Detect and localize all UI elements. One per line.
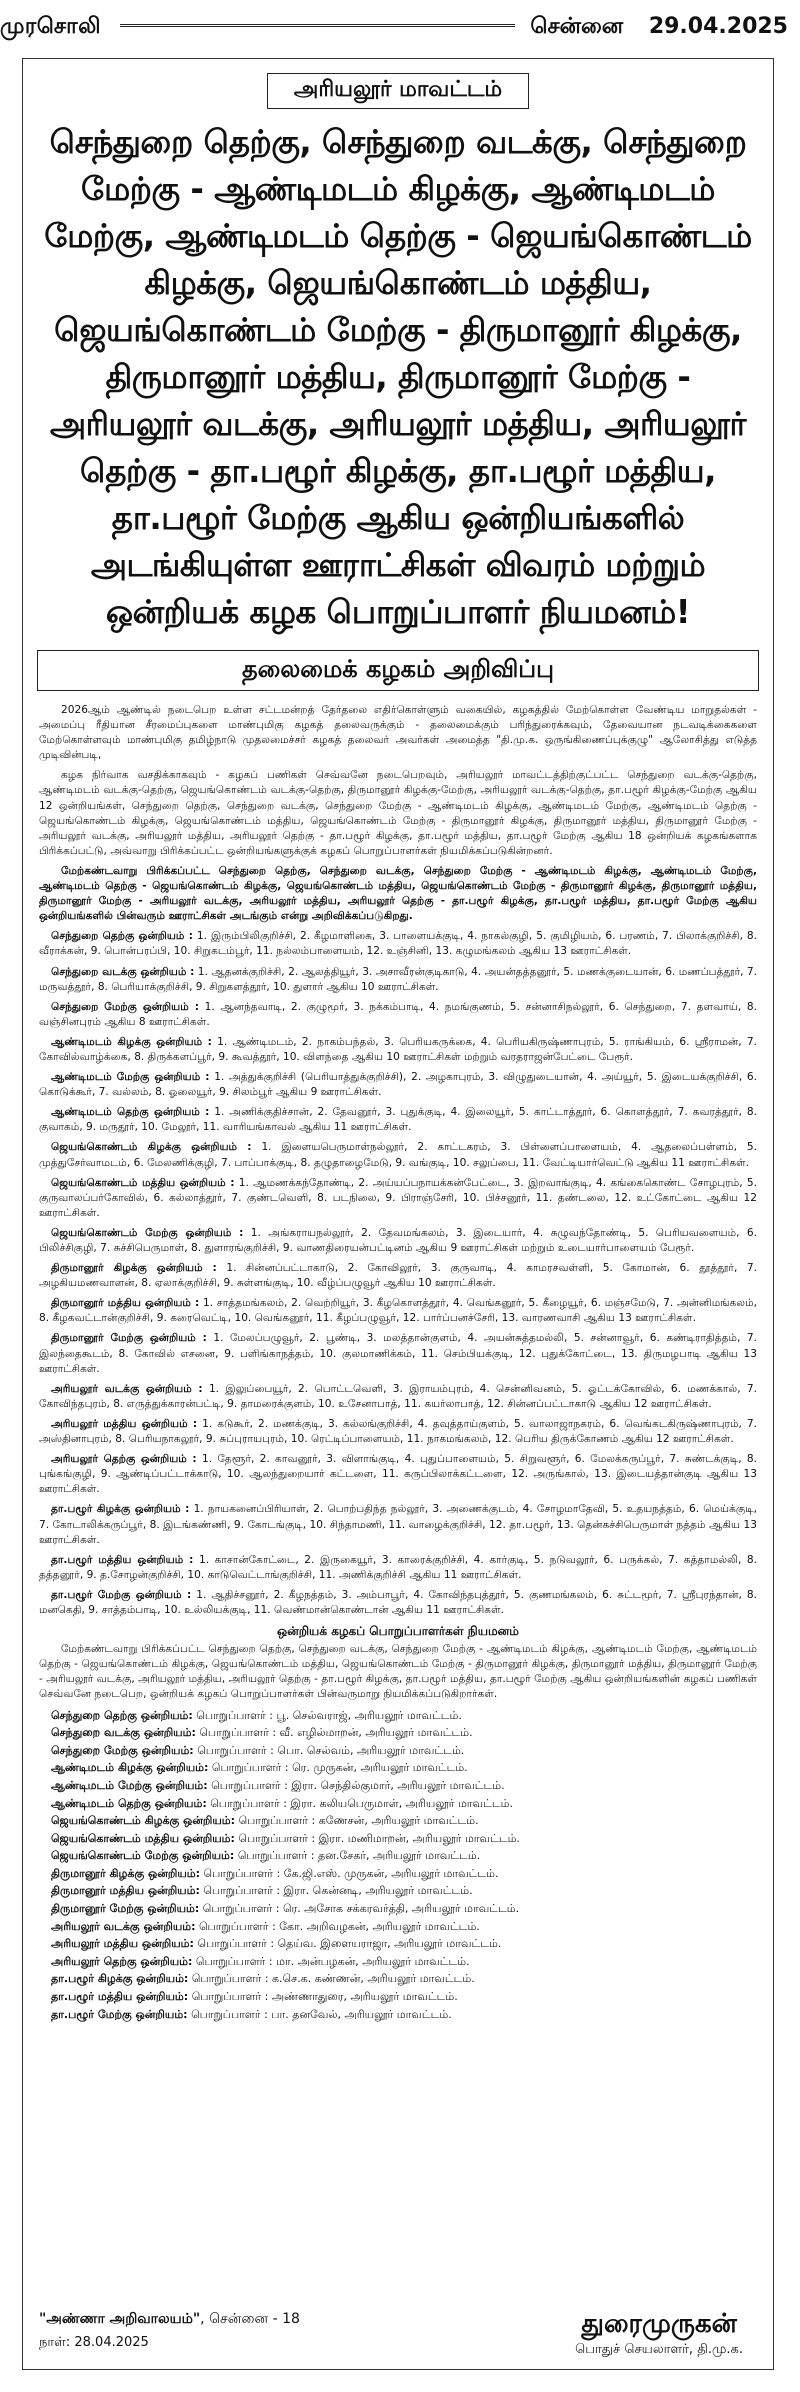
union-entry bbox=[39, 1070, 757, 1100]
masthead-dateline bbox=[512, 14, 788, 42]
appointment-union: அரியலூர் வடக்கு ஒன்றியம்: bbox=[51, 1919, 196, 1933]
appointment-union: திருமானூர் கிழக்கு ஒன்றியம்: bbox=[51, 1866, 201, 1880]
appointment-person: பொறுப்பாளர் : இரா. மணிமாறன், அரியலூர் மாவட்டம். bbox=[238, 1831, 520, 1845]
union-name: ஜெயங்கொண்டம் மேற்கு ஒன்றியம் : bbox=[51, 1226, 244, 1239]
appointment-person: பொறுப்பாளர் : தன.சேகர், அரியலூர் மாவட்டம். bbox=[237, 1849, 481, 1863]
appointment-union: தா.பழூர் மேற்கு ஒன்றியம்: bbox=[51, 2007, 188, 2021]
appointment-person: பொறுப்பாளர் : கே.ஜி.எஸ். முருகன், அரியலூர் மாவட்டம். bbox=[203, 1866, 499, 1880]
union-name: அரியலூர் தெற்கு ஒன்றியம் : bbox=[51, 1453, 197, 1466]
appointment-union: ஜெயங்கொண்டம் மேற்கு ஒன்றியம்: bbox=[51, 1849, 235, 1863]
appointment-union: ஜெயங்கொண்டம் மத்திய ஒன்றியம்: bbox=[51, 1831, 235, 1845]
union-panchayats: 1. ஆண்டிமடம், 2. நாகம்பந்தல், 3. பெரியகருக்கை, 4. பெரியகிருஷ்ணாபுரம், 5. ராங்கியம், 6. ஸ்ரீராமன், 7. கோவில்வாழ்க்கை, 8. திருக்களப்பூர், 9. கூவத்தூர், 10. விளந்தை ஆகிய 10 ஊராட்சிகள் மற்றும் வரதராஜன்பேட்டை பேரூர். bbox=[39, 1035, 758, 1063]
union-list bbox=[39, 929, 757, 1618]
union-panchayats: 1. கடுகூர், 2. மணக்குடி, 3. கல்லங்குறிச்சி, 4. தவுத்தாய்குளம், 5. வாலாஜாநகரம், 6. வெங்கடகிருஷ்ணாபுரம், 7. அஸ்தினாபுரம், 8. பெரியநாகலூர், 9. சுப்புராயபுரம், 10. ரெட்டிப்பாளையம், 11. நாகமங்கலம், 12. பெரிய திருக்கோணம் ஆகிய 12 ஊராட்சிகள். bbox=[39, 1417, 757, 1446]
union-panchayats: 1. இலுப்பையூர், 2. பொட்டவெளி, 3. இராயம்புரம், 4. சென்னிவனம், 5. ஓட்டக்கோவில், 6. மணக்கால், 7. கோவிந்தபுரம், 8. எருத்துக்காரன்பட்டி, 9. தாமரைக்குளம், 10. உசேனாபாத், 11. கயர்லாபாத், 12. சின்னப்பட்டாகாடு ஆகிய 12 ஊராட்சிகள். bbox=[39, 1382, 757, 1410]
appointment-person: பொறுப்பாளர் : க.செ.க. கண்ணன், அரியலூர் மாவட்டம். bbox=[191, 1972, 475, 1986]
announcement-body bbox=[39, 703, 757, 2022]
union-panchayats: 1. அத்துக்குறிச்சி (பெரியாத்துக்குறிச்சி), 2. அழகாபுரம், 3. விழுதுடையான், 4. அய்யூர், 5. இடையக்குறிச்சி, 6. கொடுக்கூர், 7. வல்லம், 8. ஓலையூர், 9. சிலம்பூர் ஆகிய 9 ஊராட்சிகள். bbox=[39, 1071, 758, 1099]
appointment-person: பொறுப்பாளர் : அண்ணாதுரை, அரியலூர் மாவட்டம். bbox=[191, 1990, 458, 2004]
union-entry bbox=[39, 1140, 757, 1170]
union-entry bbox=[39, 965, 757, 995]
union-panchayats: 1. இரும்பிலிகுறிச்சி, 2. கீழமாளிகை, 3. பாளையக்குடி, 4. நாகல்குழி, 5. குமிழியம், 6. பரணம், 7. பிலாக்குறிச்சி, 8. வீராக்கன், 9. பொன்பரப்பி, 10. சிறுகடம்பூர், 11. நல்லம்பாளையம், 12. உஞ்சினி, 13. கழுமங்கலம் ஆகிய 13 ஊராட்சிகள். bbox=[39, 930, 757, 958]
union-panchayats: 1. காசான்கோட்டை, 2. இருகையூர், 3. காரைக்குறிச்சி, 4. கார்குடி, 5. நடுவலூர், 6. பருக்கல், 7. கத்தாமல்லி, 8. தத்தனூர், 9. த.சோழன்குறிச்சி, 10. காடுவெட்டாங்குறிச்சி, 11. அணிக்குறிச்சி ஆகிய 11 ஊராட்சிகள். bbox=[39, 1553, 757, 1581]
appointment-person: பொறுப்பாளர் : பொ. செல்வம், அரியலூர் மாவட்டம். bbox=[197, 1743, 465, 1757]
appointment-union: செந்துறை மேற்கு ஒன்றியம்: bbox=[51, 1743, 194, 1757]
appointment-entry bbox=[39, 1760, 757, 1776]
appointment-entry bbox=[39, 1848, 757, 1864]
union-name: ஜெயங்கொண்டம் மத்திய ஒன்றியம் : bbox=[51, 1176, 235, 1189]
appointment-entry bbox=[39, 1796, 757, 1812]
appointment-section-title: ஒன்றியக் கழகப் பொறுப்பாளர்கள் நியமனம் bbox=[277, 1624, 519, 1639]
appointment-entry bbox=[39, 2007, 757, 2023]
union-name: ஆண்டிமடம் தெற்கு ஒன்றியம் : bbox=[51, 1106, 210, 1119]
union-panchayats: 1. ஆனந்தவாடி, 2. குழுமூர், 3. நக்கம்பாடி, 4. நமங்குணம், 5. சன்னாசிநல்லூர், 6. செந்துறை, 7. தளவாய், 8. வஞ்சினபுரம் ஆகிய 8 ஊராட்சிகள். bbox=[39, 1000, 757, 1028]
appointment-person: பொறுப்பாளர் : கணேசன், அரியலூர் மாவட்டம். bbox=[238, 1814, 479, 1828]
union-panchayats: 1. ஆதிச்சனூர், 2. கீழநத்தம், 3. அம்பாபூர், 4. கோவிந்தபுத்தூர், 5. குணமங்கலம், 6. சுட்டமூர், 7. ஸ்ரீபுரந்தான், 8. மனகெதி, 9. சாத்தம்பாடி, 10. உல்லியக்குடி, 11. வெண்மான்கொண்டான் ஆகிய 11 ஊராட்சிகள். bbox=[39, 1588, 757, 1616]
appointment-entry bbox=[39, 1813, 757, 1829]
paragraph-division: கழக நிர்வாக வசதிக்காகவும் - கழகப் பணிகள் செவ்வனே நடைபெறவும், அரியலூர் மாவட்டத்திற்குட்பட்ட செந்துறை வடக்கு-தெற்கு, ஆண்டிமடம் வடக்கு-தெற்கு, ஜெயங்கொண்டம் வடக்கு-தெற்கு, திருமானூர் கிழக்கு-மேற்கு, அரியலூர் வடக்கு-தெற்கு, தா.பழூர் கிழக்கு-மேற்கு ஆகிய 12 ஒன்றியங்கள், செந்துறை தெற்கு, செந்துறை வடக்கு, செந்துறை மேற்கு - ஆண்டிமடம் கிழக்கு, ஆண்டிமடம் மேற்கு, ஆண்டிமடம் தெற்கு - ஜெயங்கொண்டம் கிழக்கு, ஜெயங்கொண்டம் மத்திய, ஜெயங்கொண்டம் மேற்கு - திருமானூர் கிழக்கு, திருமானூர் மத்திய, திருமானூர் மேற்கு - அரியலூர் வடக்கு, அரியலூர் மத்திய, அரியலூர் தெற்கு - தா.பழூர் கிழக்கு, தா.பழூர் மத்திய, தா.பழூர் மேற்கு ஆகிய 18 ஒன்றியக் கழகங்களாக பிரிக்கப்பட்டு, அவ்வாறு பிரிக்கப்பட்ட ஒன்றியங்களுக்குக் கழகப் பொறுப்பாளர்கள் நியமிக்கப்படுகின்றனர். bbox=[39, 769, 757, 857]
office-address bbox=[39, 2311, 300, 2329]
union-entry bbox=[39, 1296, 757, 1326]
union-name: அரியலூர் வடக்கு ஒன்றியம் : bbox=[51, 1382, 203, 1395]
appointment-union: திருமானூர் மேற்கு ஒன்றியம்: bbox=[51, 1902, 200, 1916]
appointment-list bbox=[39, 1708, 757, 2023]
newspaper-name: முரசொலி bbox=[0, 14, 101, 39]
appointment-person: பொறுப்பாளர் : ரெ. அசோக சக்கரவர்த்தி, அரியலூர் மாவட்டம். bbox=[202, 1902, 520, 1916]
union-name: திருமானூர் கிழக்கு ஒன்றியம் : bbox=[51, 1262, 217, 1275]
office-name: "அண்ணா அறிவாலயம்" bbox=[39, 2311, 201, 2327]
masthead-date: 29.04.2025 bbox=[648, 14, 788, 39]
union-entry bbox=[39, 1000, 757, 1030]
issue-date: நாள்: 28.04.2025 bbox=[39, 2335, 149, 2350]
appointment-person: பொறுப்பாளர் : பூ. செல்வராஜ், அரியலூர் மாவட்டம். bbox=[196, 1708, 462, 1722]
union-name: திருமானூர் மேற்கு ஒன்றியம் : bbox=[51, 1332, 207, 1345]
union-entry bbox=[39, 1331, 757, 1376]
appointment-entry bbox=[39, 1778, 757, 1794]
signature-block bbox=[575, 2309, 743, 2358]
appointment-union: செந்துறை வடக்கு ஒன்றியம்: bbox=[51, 1726, 196, 1740]
appointment-entry bbox=[39, 1954, 757, 1970]
union-entry bbox=[39, 1035, 757, 1065]
union-name: செந்துறை தெற்கு ஒன்றியம் : bbox=[51, 930, 193, 943]
paragraph-intro: 2026ஆம் ஆண்டில் நடைபெற உள்ள சட்டமன்றத் தேர்தலை எதிர்கொள்ளும் வகையில், கழகத்தில் மேற்கொள்ள வேண்டிய மாறுதல்கள் - அமைப்பு ரீதியான சீரமைப்புகளை மாண்புமிகு கழகத் தலைவருக்கும் - தலைமைக்கும் பரிந்துரைக்கவும், தேவையான நடவடிக்கைகளை மேற்கொள்ளவும் மாண்புமிகு தமிழ்நாடு முதலமைச்சர் கழகத் தலைவர் அவர்கள் அமைத்த "தி.மு.க. ஒருங்கிணைப்புக்குழு" ஆலோசித்து எடுத்த முடிவின்படி, bbox=[39, 704, 757, 762]
appointment-person: பொறுப்பாளர் : தெய்வ. இளையராஜா, அரியலூர் மாவட்டம். bbox=[197, 1937, 502, 1951]
appointment-entry bbox=[39, 1971, 757, 1987]
appointment-entry bbox=[39, 1901, 757, 1917]
signatory-title: பொதுச் செயலாளர், தி.மு.க. bbox=[575, 2342, 743, 2357]
appointment-union: ஆண்டிமடம் மேற்கு ஒன்றியம்: bbox=[51, 1778, 208, 1792]
union-panchayats: 1. நாயகனைப்பிரியாள், 2. பொற்பதிந்த நல்லூர், 3. அணைக்குடம், 4. சோழமாதேவி, 5. உதயநத்தம், 6. மெய்க்குடி, 7. கோடாலிக்கருப்பூர், 8. இடங்கண்ணி, 9. கோடங்குடி, 10. சிந்தாமணி, 11. வாழைக்குறிச்சி, 12. தா.பழூர், 13. தென்கச்சிபெருமாள் நத்தம் ஆகிய 13 ஊராட்சிகள். bbox=[39, 1503, 758, 1546]
union-entry bbox=[39, 1176, 757, 1221]
footer bbox=[23, 2305, 773, 2369]
appointment-union: திருமானூர் மத்திய ஒன்றியம்: bbox=[51, 1884, 200, 1898]
union-panchayats: 1. இளையபெருமாள்நல்லூர், 2. காட்டகரம், 3. பிள்ளைப்பாளையம், 4. ஆதலைப்பள்ளம், 5. முத்துசேர்வாமடம், 6. மேலணிக்குழி, 7. பாப்பாக்குடி, 8. தழுதாழைமேடு, 9. வங்குடி, 10. சலுப்பை, 11. வேட்டியார்வெட்டு ஆகிய 11 ஊராட்சிகள். bbox=[39, 1141, 757, 1169]
paragraph-panchayat-intro: மேற்கண்டவாறு பிரிக்கப்பட்ட செந்துறை தெற்கு, செந்துறை வடக்கு, செந்துறை மேற்கு - ஆண்டிமடம் கிழக்கு, ஆண்டிமடம் மேற்கு, ஆண்டிமடம் தெற்கு - ஜெயங்கொண்டம் கிழக்கு, ஜெயங்கொண்டம் மத்திய, ஜெயங்கொண்டம் மேற்கு - திருமானூர் கிழக்கு, திருமானூர் மத்திய, திருமானூர் மேற்கு - அரியலூர் வடக்கு, அரியலூர் மத்திய, அரியலூர் தெற்கு - தா.பழூர் கிழக்கு, தா.பழூர் மத்திய, தா.பழூர் மேற்கு ஆகிய ஒன்றியங்களில் பின்வரும் ஊராட்சிகள் அடங்கும் என்று அறிவிக்கப்படுகிறது. bbox=[39, 864, 757, 923]
appointment-union: தா.பழூர் மத்திய ஒன்றியம்: bbox=[51, 1990, 189, 2004]
appointment-person: பொறுப்பாளர் : ரெ. முருகன், அரியலூர் மாவட்டம். bbox=[211, 1761, 468, 1775]
appointment-entry bbox=[39, 1883, 757, 1899]
appointment-union: அரியலூர் தெற்கு ஒன்றியம்: bbox=[51, 1954, 193, 1968]
appointment-union: ஆண்டிமடம் கிழக்கு ஒன்றியம்: bbox=[51, 1761, 209, 1775]
appointment-entry bbox=[39, 1708, 757, 1724]
appointment-person: பொறுப்பாளர் : வீ. எழில்மாறன், அரியலூர் மாவட்டம். bbox=[199, 1726, 473, 1740]
union-entry bbox=[39, 1261, 757, 1291]
announcement-title: தலைமைக் கழகம் அறிவிப்பு bbox=[37, 650, 759, 691]
union-name: திருமானூர் மத்திய ஒன்றியம் : bbox=[51, 1297, 200, 1310]
headline: செந்துறை தெற்கு, செந்துறை வடக்கு, செந்துறை மேற்கு - ஆண்டிமடம் கிழக்கு, ஆண்டிமடம் மேற்கு, ஆண்டிமடம் தெற்கு - ஜெயங்கொண்டம் கிழக்கு, ஜெயங்கொண்டம் மத்திய, ஜெயங்கொண்டம் மேற்கு - திருமானூர் கிழக்கு, திருமானூர் மத்திய, திருமானூர் மேற்கு - அரியலூர் வடக்கு, அரியலூர் மத்திய, அரியலூர் தெற்கு - தா.பழூர் கிழக்கு, தா.பழூர் மத்திய, தா.பழூர் மேற்கு ஆகிய ஒன்றியங்களில் அடங்கியுள்ள ஊராட்சிகள் விவரம் மற்றும் ஒன்றியக் கழக பொறுப்பாளர் நியமனம்! bbox=[44, 123, 752, 631]
district-title: அரியலூர் மாவட்டம் bbox=[267, 73, 529, 109]
union-panchayats: 1. அணிக்குதிச்சான், 2. தேவனூர், 3. புதுக்குடி, 4. இலையூர், 5. காட்டாத்தூர், 6. கொளத்தூர், 7. கவரத்தூர், 8. குவாகம், 9. மருதூர், 10. மேலூர், 11. வாரியங்காவல் ஆகிய 11 ஊராட்சிகள். bbox=[39, 1106, 757, 1134]
union-entry bbox=[39, 929, 757, 959]
union-name: தா.பழூர் மத்திய ஒன்றியம் : bbox=[51, 1553, 194, 1566]
union-panchayats: 1. சின்னப்பட்டாகாடு, 2. கோவிலூர், 3. குருவாடி, 4. காமரசவள்ளி, 5. கோமான், 6. தூத்தூர், 7. அழகியமணவாளன், 8. ஏலாக்குறிச்சி, 9. சுள்ளங்குடி, 10. வீழ்ப்பழுவூர் ஆகிய 10 ஊராட்சிகள். bbox=[39, 1262, 757, 1290]
appointment-union: செந்துறை தெற்கு ஒன்றியம்: bbox=[51, 1708, 193, 1722]
appointment-person: பொறுப்பாளர் : மா. அன்பழகன், அரியலூர் மாவட்டம். bbox=[195, 1954, 470, 1968]
union-entry bbox=[39, 1105, 757, 1135]
appointment-entry bbox=[39, 1831, 757, 1847]
appointment-entry bbox=[39, 1989, 757, 2005]
appointment-person: பொறுப்பாளர் : இரா. செந்தில்குமார், அரியலூர் மாவட்டம். bbox=[211, 1778, 505, 1792]
union-name: செந்துறை வடக்கு ஒன்றியம் : bbox=[51, 965, 195, 978]
union-name: தா.பழூர் கிழக்கு ஒன்றியம் : bbox=[51, 1503, 190, 1516]
appointment-entry bbox=[39, 1743, 757, 1759]
masthead-city: சென்னை bbox=[530, 14, 624, 39]
appointment-person: பொறுப்பாளர் : இரா. கலியபெருமாள், அரியலூர் மாவட்டம். bbox=[210, 1796, 513, 1810]
appointment-union: ஆண்டிமடம் தெற்கு ஒன்றியம்: bbox=[51, 1796, 207, 1810]
appointment-entry bbox=[39, 1866, 757, 1882]
union-panchayats: 1. ஆமணக்கந்தோண்டி, 2. அய்யப்பநாயக்கன்பேட்டை, 3. இறவாங்குடி, 4. கங்கைகொண்ட சோழபுரம், 5. குருவாலப்பர்கோவில், 6. கல்லாத்தூர், 7. குண்டவெளி, 8. படநிலை, 9. பிராஞ்சேரி, 10. பிச்சனூர், 11. தண்டலை, 12. உட்கோட்டை ஆகிய 12 ஊராட்சிகள். bbox=[39, 1176, 757, 1219]
appointment-person: பொறுப்பாளர் : இரா. கென்னடி, அரியலூர் மாவட்டம். bbox=[203, 1884, 473, 1898]
appointment-union: ஜெயங்கொண்டம் கிழக்கு ஒன்றியம்: bbox=[51, 1814, 236, 1828]
appointment-person: பொறுப்பாளர் : பா. தனவேல், அரியலூர் மாவட்டம். bbox=[191, 2007, 452, 2021]
union-panchayats: 1. தேளூர், 2. காவனூர், 3. விளாங்குடி, 4. புதுப்பாளையம், 5. சிறுவளூர், 6. மேலக்கருப்பூர், 7. சுண்டக்குடி, 8. புங்கங்குழி, 9. ஆண்டிப்பட்டாக்காடு, 10. ஆலந்துறையார் கட்டளை, 11. கருப்பிலாக்கட்டளை, 12. அருங்கால், 13. இடையத்தான்குடி ஆகிய 13 ஊராட்சிகள். bbox=[39, 1453, 757, 1496]
signatory-name: துரைமுருகன் bbox=[581, 2309, 737, 2339]
union-panchayats: 1. சாத்தமங்கலம், 2. வெற்றியூர், 3. கீழகொளத்தூர், 4. வெங்கனூர், 5. கீழையூர், 6. மஞ்சமேடு, 7. அன்னிமங்கலம், 8. கீழகவட்டான்குறிச்சி, 9. கரைவெட்டி, 10. வெங்கனூர், 11. கீழப்பழுவூர், 12. பார்ப்பனச்சேரி, 13. வாரணவாசி ஆகிய 13 ஊராட்சிகள். bbox=[39, 1297, 757, 1325]
union-panchayats: 1. அங்கராயநல்லூர், 2. தேவமங்கலம், 3. இடையார், 4. சுழுவந்தோண்டி, 5. பெரியவளையம், 6. பிலிச்சிகுழி, 7. சுச்சிபெருமாள், 8. துளாரங்குறிச்சி, 9. வாணதிரையன்பட்டினம் ஆகிய 9 ஊராட்சிகள் மற்றும் உடையார்பாளையம் பேரூர். bbox=[39, 1226, 757, 1254]
appointment-paragraph: மேற்கண்டவாறு பிரிக்கப்பட்ட செந்துறை தெற்கு, செந்துறை வடக்கு, செந்துறை மேற்கு - ஆண்டிமடம் கிழக்கு, ஆண்டிமடம் மேற்கு, ஆண்டிமடம் தெற்கு - ஜெயங்கொண்டம் கிழக்கு, ஜெயங்கொண்டம் மத்திய, ஜெயங்கொண்டம் மேற்கு - திருமானூர் கிழக்கு, திருமானூர் மத்திய, திருமானூர் மேற்கு - அரியலூர் வடக்கு, அரியலூர் மத்திய, அரியலூர் தெற்கு - தா.பழூர் கிழக்கு, தா.பழூர் மத்திய, தா.பழூர் மேற்கு ஆகிய ஒன்றியங்களின் கழகப் பணிகள் செவ்வனே நடைபெற, ஒன்றியக் கழகப் பொறுப்பாளர்கள் பின்வருமாறு நியமிக்கப்படுகிறார்கள். bbox=[39, 1643, 757, 1701]
announcement-frame bbox=[22, 58, 774, 2370]
union-entry bbox=[39, 1502, 757, 1547]
masthead bbox=[0, 0, 800, 60]
union-entry bbox=[39, 1452, 757, 1497]
appointment-entry bbox=[39, 1936, 757, 1952]
union-name: அரியலூர் மத்திய ஒன்றியம் : bbox=[51, 1417, 198, 1430]
union-entry bbox=[39, 1382, 757, 1412]
union-panchayats: 1. ஆதனக்குறிச்சி, 2. ஆலத்தியூர், 3. அசாவீரன்குடிகாடு, 4. அயன்தத்தனூர், 5. மணக்குடையான், 6. மணப்பத்தூர், 7. மருவத்தூர், 8. பெரியாக்குறிச்சி, 9. சிறுகளத்தூர், 10. துளார் ஆகிய 10 ஊராட்சிகள். bbox=[39, 965, 758, 993]
union-panchayats: 1. மேலப்பழுவூர், 2. பூண்டி, 3. மலத்தான்குளம், 4. அயன்சுத்தமல்லி, 5. சன்னாவூர், 6. கண்டிராதித்தம், 7. இலந்தைகூடம், 8. கோவில் எசனை, 9. பளிங்காநத்தம், 10. குலமாணிக்கம், 11. செம்பியக்குடி, 12. புதுக்கோட்டை, 13. திருமழபாடி ஆகிய 13 ஊராட்சிகள். bbox=[39, 1332, 757, 1375]
appointment-entry bbox=[39, 1919, 757, 1935]
union-entry bbox=[39, 1553, 757, 1583]
office-city: , சென்னை - 18 bbox=[200, 2311, 300, 2327]
appointment-person: பொறுப்பாளர் : கோ. அறிவழகன், அரியலூர் மாவட்டம். bbox=[199, 1919, 480, 1933]
union-name: ஆண்டிமடம் கிழக்கு ஒன்றியம் : bbox=[51, 1035, 212, 1048]
union-name: செந்துறை மேற்கு ஒன்றியம் : bbox=[51, 1000, 199, 1013]
union-name: ஆண்டிமடம் மேற்கு ஒன்றியம் : bbox=[51, 1071, 210, 1084]
union-entry bbox=[39, 1588, 757, 1618]
union-name: ஜெயங்கொண்டம் கிழக்கு ஒன்றியம் : bbox=[51, 1141, 252, 1154]
union-entry bbox=[39, 1226, 757, 1256]
masthead-rule bbox=[120, 24, 515, 31]
appointment-entry bbox=[39, 1725, 757, 1741]
appointment-union: அரியலூர் மத்திய ஒன்றியம்: bbox=[51, 1937, 194, 1951]
union-entry bbox=[39, 1417, 757, 1447]
appointment-union: தா.பழூர் கிழக்கு ஒன்றியம்: bbox=[51, 1972, 189, 1986]
union-name: தா.பழூர் மேற்கு ஒன்றியம் : bbox=[51, 1588, 192, 1601]
